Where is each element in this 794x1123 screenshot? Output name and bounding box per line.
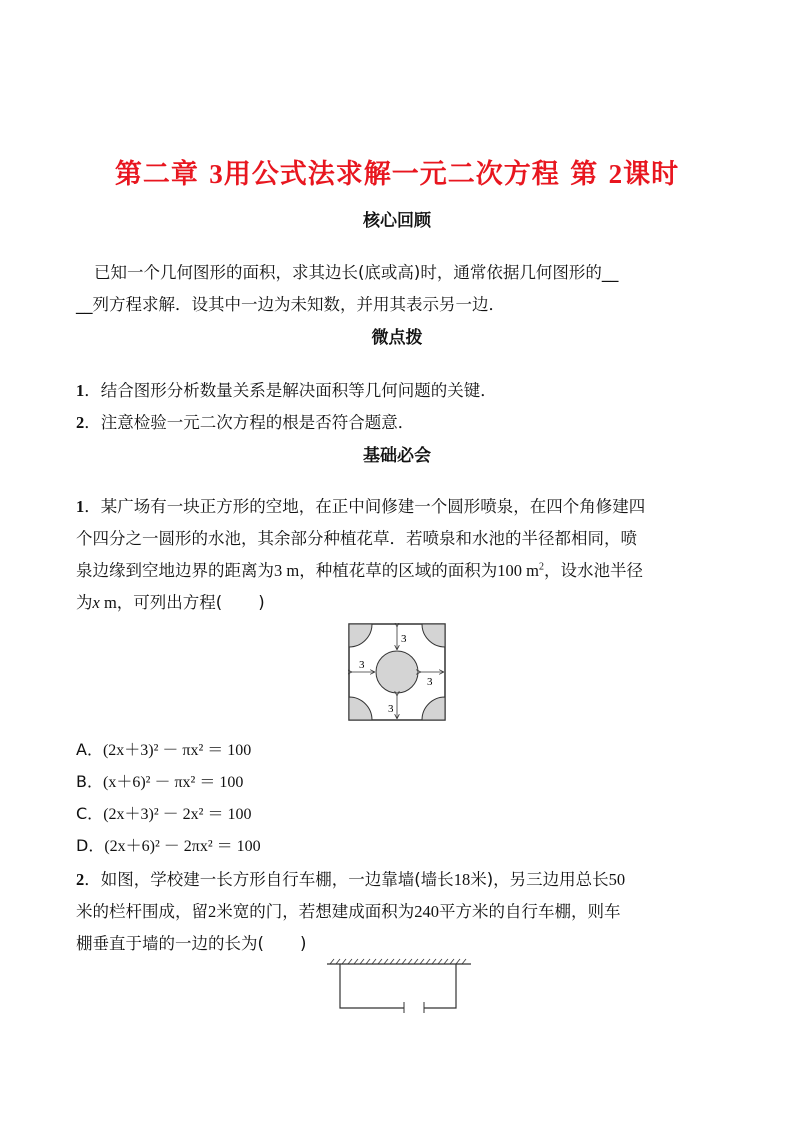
title-lesson-prefix: 第	[570, 159, 599, 190]
option-expression: (2x＋3)² － πx² ＝ 100	[102, 742, 252, 759]
q1-text-1: ．某广场有一块正方形的空地，在正中间修建一个圆形喷泉，在四个角修建四	[84, 497, 646, 516]
option-expression: (2x＋6)² － 2πx² ＝ 100	[104, 838, 261, 855]
q2-line-3	[76, 930, 306, 954]
q1-paren-close: )	[258, 593, 265, 612]
section-heading-tips: 微点拨	[371, 328, 423, 348]
dimension-label-right: 3	[427, 676, 433, 688]
fence-right	[424, 964, 456, 1008]
q2-paren-close: )	[299, 934, 307, 953]
title-section-number: 3	[209, 159, 224, 189]
q2-text-2b: 米宽的门，若想建成面积为	[216, 902, 415, 921]
q2-line-1	[76, 866, 625, 890]
review-line-1: 已知一个几何图形的面积，求其边长(底或高)时，通常依据几何图形的__	[94, 263, 619, 282]
option-label: A．	[76, 740, 103, 759]
q2-area: 240	[414, 902, 439, 921]
section-heading-review: 核心回顾	[363, 211, 431, 231]
q2-wall-length: 18	[453, 870, 471, 889]
option-label: B．	[76, 772, 103, 791]
option-label: C．	[76, 804, 104, 823]
q1-line-4	[76, 589, 265, 613]
tip-item-2	[76, 409, 414, 433]
option-b[interactable]	[76, 769, 243, 792]
fountain-circle	[376, 651, 418, 693]
wall-hatching	[330, 959, 466, 964]
q2-gate-width: 2	[208, 902, 217, 921]
q1-figure	[348, 623, 446, 721]
q1-variable: x	[92, 593, 100, 612]
review-line-2: __列方程求解．设其中一边为未知数，并用其表示另一边．	[76, 295, 505, 314]
title-lesson-suffix: 课时	[623, 159, 680, 190]
q1-text-3c: ，设水池半径	[543, 561, 643, 580]
option-expression: (x＋6)² － πx² ＝ 100	[102, 774, 244, 791]
q1-distance: 3 m	[274, 561, 300, 580]
q1-text-4a: 为	[76, 593, 93, 612]
q1-line-1	[76, 493, 645, 517]
title-chapter: 第二章	[114, 159, 199, 190]
tip-item-1	[76, 377, 497, 401]
q2-text-2a: 米的栏杆围成，留	[76, 902, 208, 921]
q2-text-1b: 米)，另三边用总长	[470, 870, 609, 889]
dimension-label-top: 3	[401, 633, 407, 645]
option-expression: (2x＋3)² － 2x² ＝ 100	[103, 806, 252, 823]
q1-area-exponent: 2	[538, 561, 544, 573]
dimension-label-left: 3	[359, 659, 365, 671]
title-topic: 用公式法求解一元二次方程	[223, 159, 560, 190]
q2-number: 2	[76, 870, 85, 889]
q2-line-2	[76, 898, 621, 922]
q1-number: 1	[76, 497, 85, 516]
tip-number: 1	[76, 381, 85, 400]
page-title	[0, 152, 794, 191]
q2-figure	[326, 958, 472, 1014]
q1-line-3	[76, 557, 643, 581]
tip-text: ．结合图形分析数量关系是解决面积等几何问题的关键．	[84, 381, 497, 400]
q2-total-length: 50	[608, 870, 626, 889]
option-d[interactable]	[76, 833, 261, 856]
q2-text-3a: 棚垂直于墙的一边的长为(	[76, 934, 264, 953]
option-label: D．	[76, 836, 105, 855]
fence-left	[340, 964, 404, 1008]
option-a[interactable]	[76, 737, 251, 760]
title-lesson-number: 2	[608, 159, 624, 189]
q1-unit: m	[99, 593, 117, 612]
tip-number: 2	[76, 413, 85, 432]
q1-text-3a: 泉边缘到空地边界的距离为	[76, 561, 274, 580]
q1-text-4b: ，可列出方程(	[116, 593, 223, 612]
section-heading-basics: 基础必会	[363, 446, 431, 466]
q1-text-3b: ，种植花草的区域的面积为	[299, 561, 498, 580]
q2-text-2c: 平方米的自行车棚，则车	[439, 902, 621, 921]
option-c[interactable]	[76, 801, 251, 824]
q1-line-2: 个四分之一圆形的水池，其余部分种植花草．若喷泉和水池的半径都相同，喷	[76, 529, 637, 548]
q2-text-1a: ．如图，学校建一长方形自行车棚，一边靠墙(墙长	[84, 870, 454, 889]
tip-text: ．注意检验一元二次方程的根是否符合题意．	[84, 413, 415, 432]
q1-area: 100 m	[497, 561, 539, 580]
dimension-label-bottom: 3	[388, 703, 394, 715]
